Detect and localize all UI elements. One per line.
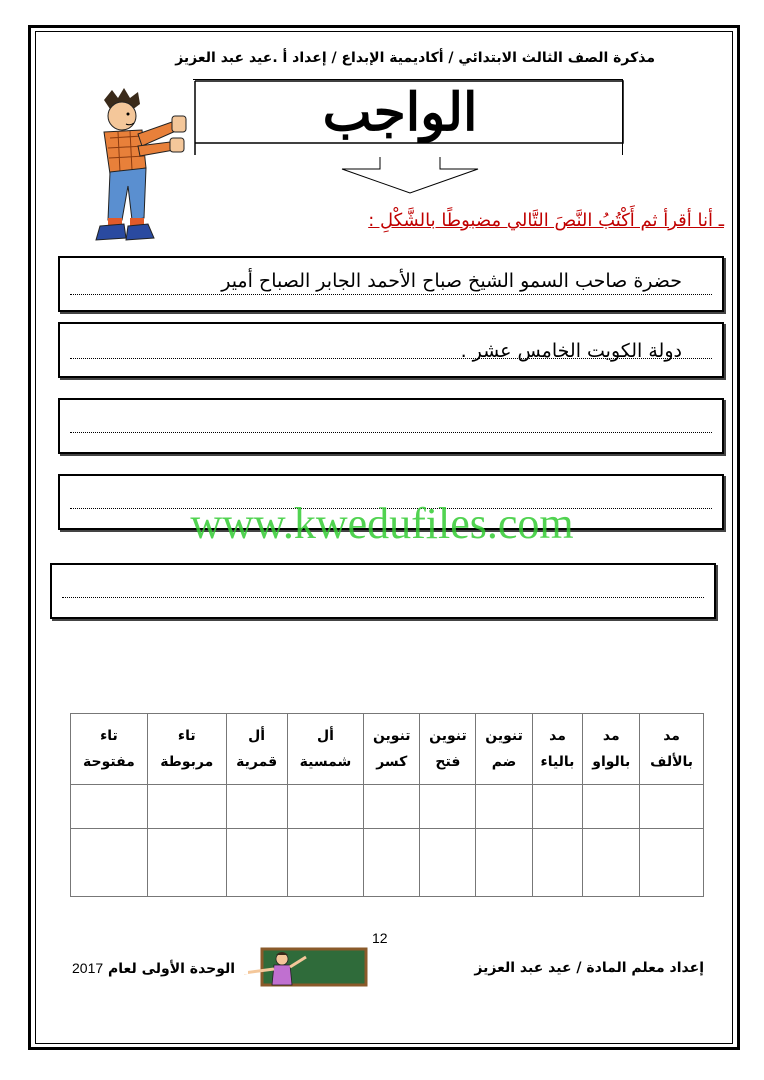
table-header-row xyxy=(71,714,704,785)
footer-unit-label: الوحدة الأولى لعام xyxy=(108,961,236,977)
table-header-cell: تاء مربوطة xyxy=(147,714,226,785)
table-cell[interactable] xyxy=(226,829,287,897)
table-cell[interactable] xyxy=(532,785,583,829)
table-header-cell: أل قمرية xyxy=(226,714,287,785)
table-cell[interactable] xyxy=(147,829,226,897)
table-cell[interactable] xyxy=(71,785,148,829)
writing-line-box-5 xyxy=(50,563,716,619)
table-cell[interactable] xyxy=(640,829,704,897)
table-cell[interactable] xyxy=(532,829,583,897)
table-cell[interactable] xyxy=(364,829,420,897)
watermark: www.kwedufiles.com xyxy=(190,499,574,548)
table-cell[interactable] xyxy=(420,785,476,829)
table-cell[interactable] xyxy=(583,785,640,829)
table-header-cell: تنوين فتح xyxy=(420,714,476,785)
page-header: مذكرة الصف الثالث الابتدائي / أكاديمية الإبداع / إعداد أ .عيد عبد العزيز xyxy=(175,50,655,66)
table-cell[interactable] xyxy=(476,785,532,829)
line-text-2: دولة الكويت الخامس عشر . xyxy=(460,340,682,362)
teacher-chalkboard-illustration xyxy=(242,947,368,987)
footer-author: إعداد معلم المادة / عيد عبد العزيز xyxy=(474,960,704,976)
instruction-text: ـ أنا أقرأ ثم أَكْتُبُ النَّصَ التَّالي مضبوطًا بالشَّكْلِ : xyxy=(368,210,724,231)
table-header-cell: تنوين كسر xyxy=(364,714,420,785)
table-header-cell: أل شمسية xyxy=(287,714,364,785)
footer-unit xyxy=(72,960,235,977)
table-cell[interactable] xyxy=(287,829,364,897)
table-header-cell: مد بالألف xyxy=(640,714,704,785)
table-row xyxy=(71,829,704,897)
table-cell[interactable] xyxy=(640,785,704,829)
table-header-cell: تنوين ضم xyxy=(476,714,532,785)
table-cell[interactable] xyxy=(147,785,226,829)
table-cell[interactable] xyxy=(71,829,148,897)
dotted-line xyxy=(62,597,704,598)
dotted-line xyxy=(70,294,712,295)
down-arrow-icon xyxy=(340,155,480,195)
table-cell[interactable] xyxy=(287,785,364,829)
table-row xyxy=(71,785,704,829)
table-cell[interactable] xyxy=(420,829,476,897)
boy-pushing-illustration xyxy=(82,88,200,248)
page-number: 12 xyxy=(372,930,388,946)
footer-year: 2017 xyxy=(72,960,104,976)
writing-line-box-3 xyxy=(58,398,724,454)
table-cell[interactable] xyxy=(476,829,532,897)
table-header-cell: مد بالياء xyxy=(532,714,583,785)
table-cell[interactable] xyxy=(226,785,287,829)
line-text-1: حضرة صاحب السمو الشيخ صباح الأحمد الجابر الصباح أمير xyxy=(221,270,682,292)
table-cell[interactable] xyxy=(583,829,640,897)
table-cell[interactable] xyxy=(364,785,420,829)
table-header-cell: تاء مفتوحة xyxy=(71,714,148,785)
classification-table xyxy=(70,713,704,897)
table-header-cell: مد بالواو xyxy=(583,714,640,785)
dotted-line xyxy=(70,432,712,433)
page-title: الواجب xyxy=(322,82,478,143)
